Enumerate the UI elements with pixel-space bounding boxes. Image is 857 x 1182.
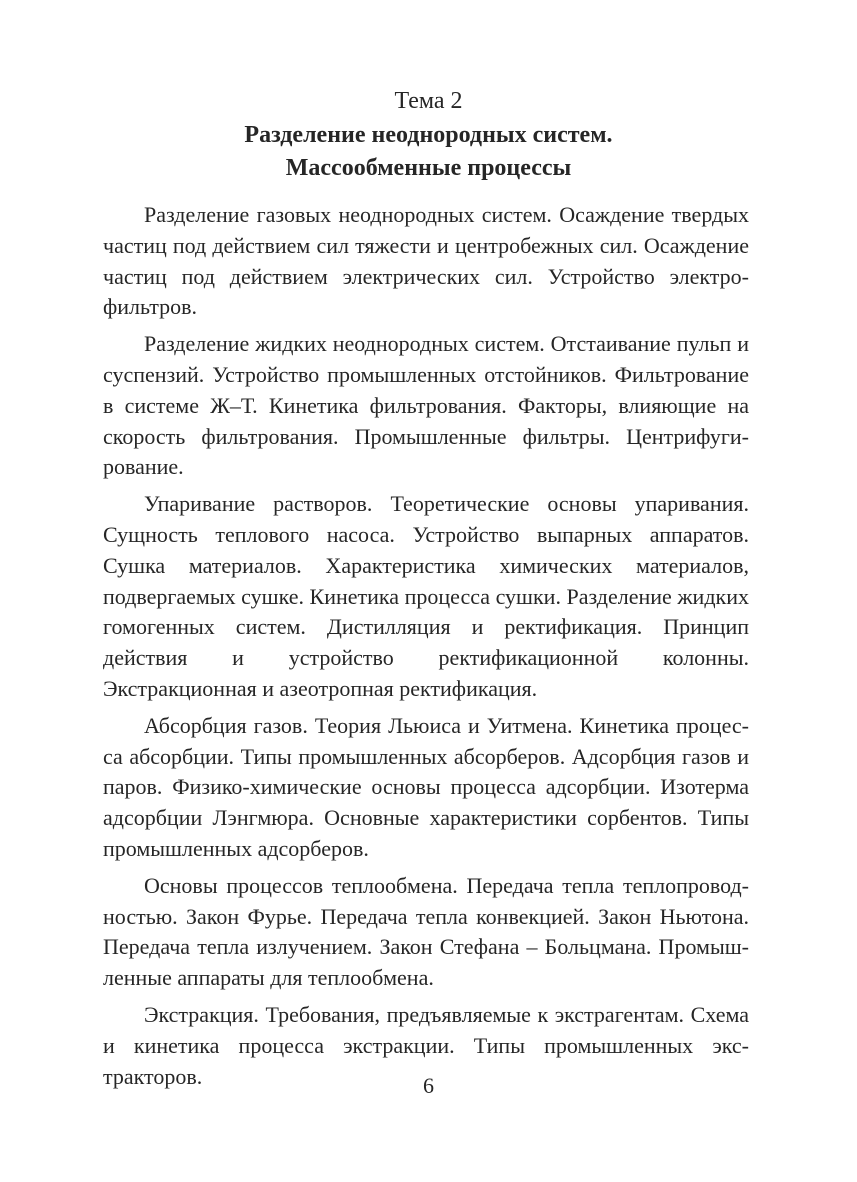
section-title-line: Разделение неоднородных систем. [244,122,613,148]
body-text [103,200,749,1098]
paragraph: Основы процессов теплообмена. Передача тепла теплопроводностью. Закон Фурье. Передача тепла конвекцией. Закон Ньютона. Передача тепла излучением. Закон Стефана – Больцмана. Промышленные аппараты для теплообмена. [103,872,749,991]
section-title [0,119,857,185]
paragraph: Разделение газовых неоднородных систем. Осаждение твердых частиц под действием сил тяжести и центробежных сил. Осаждение частиц под действием электрических сил. Устройство электрофильтров. [103,202,749,320]
topic-heading: Тема 2 [394,88,463,114]
page-number: 6 [423,1073,434,1098]
paragraph: Разделение жидких неоднородных систем. Отстаивание пульп и суспензий. Устройство промышленных отстойников. Фильтрование в системе Ж–Т. Кинетика фильтрования. Факторы, влияющие на скорость фильтрования. Промышленные фильтры. Центрифугирование. [103,331,749,480]
paragraph: Упаривание растворов. Теоретические основы упаривания. Сущность теплового насоса. Устройство выпарных аппаратов. Сушка материалов. Характеристика химических материалов, подвергаемых сушке. Кинетика процесса сушки. Разделение жидких гомогенных систем. Дистилляция и ректификация. Принцип действия и устройство ректификационной колонны. Экстракционная и азеотропная ректификация. [103,491,749,701]
section-title-line: Массообменные процессы [285,155,572,181]
paragraph: Экстракция. Требования, предъявляемые к экстрагентам. Схема и кинетика процесса экстракции. Типы промышленных экстракторов. [103,1001,749,1089]
paragraph: Абсорбция газов. Теория Льюиса и Уитмена. Кинетика процесса абсорбции. Типы промышленных абсорберов. Адсорбция газов и паров. Физико-химические основы процесса адсорбции. Изотерма адсорбции Лэнгмюра. Основные характеристики сорбентов. Типы промышленных адсорберов. [103,712,749,861]
